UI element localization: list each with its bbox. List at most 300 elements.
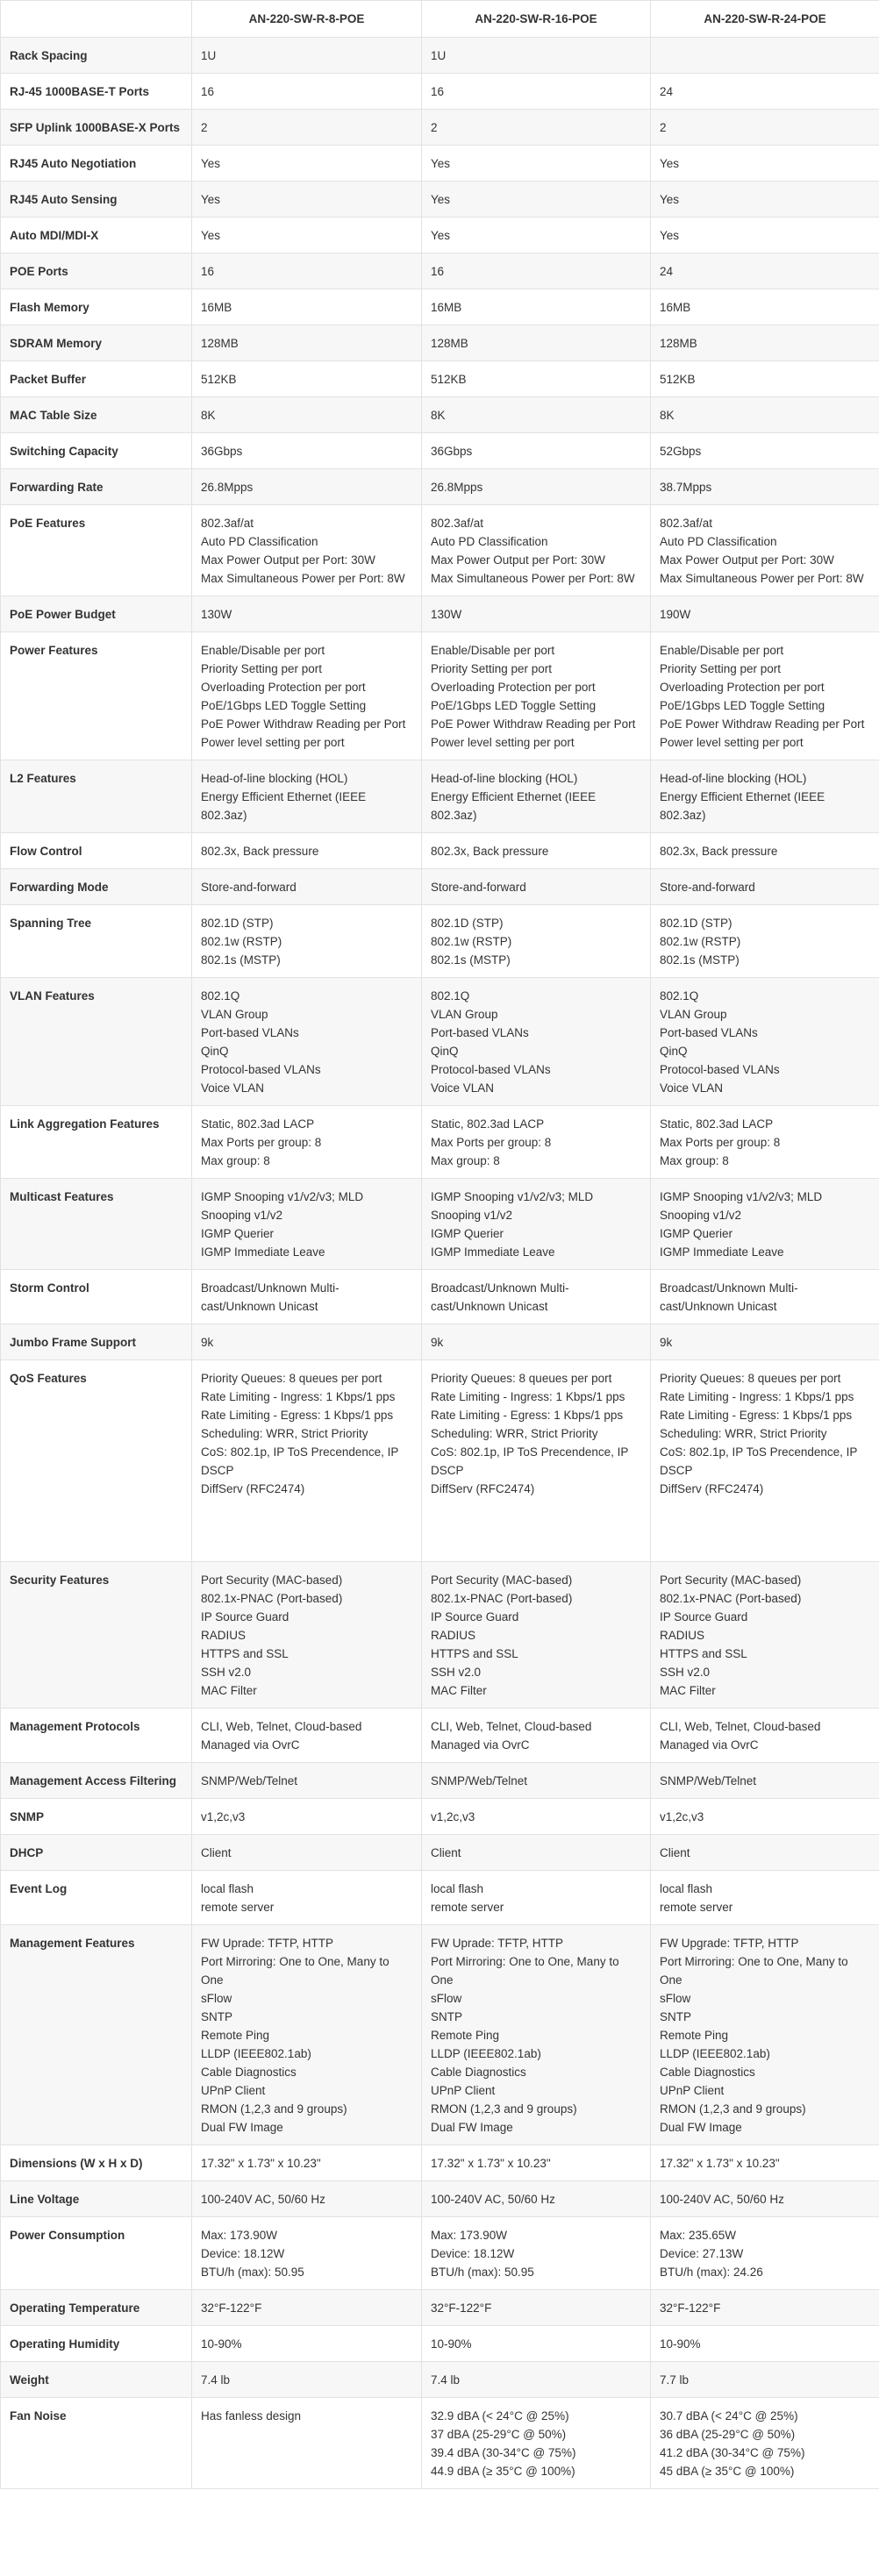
spec-value-line: IP Source Guard bbox=[660, 1610, 748, 1623]
spec-value-line: LLDP (IEEE802.1ab) bbox=[201, 2047, 311, 2060]
spec-value-line: UPnP Client bbox=[201, 2084, 266, 2097]
spec-cell bbox=[651, 74, 879, 110]
spec-value-line: 9k bbox=[660, 1336, 673, 1349]
spec-cell bbox=[192, 146, 422, 182]
spec-value-line: Enable/Disable per port bbox=[431, 644, 555, 657]
spec-value-line: 37 dBA (25-29°C @ 50%) bbox=[431, 2428, 567, 2441]
spec-value-line: IGMP Querier bbox=[201, 1227, 275, 1240]
row-label: Packet Buffer bbox=[1, 361, 192, 397]
spec-value-line: 130W bbox=[201, 608, 232, 621]
table-row bbox=[1, 182, 879, 218]
table-row bbox=[1, 74, 879, 110]
spec-value-line: Broadcast/Unknown Multi-cast/Unknown Unicast bbox=[201, 1281, 339, 1313]
spec-value-line: CoS: 802.1p, IP ToS Precendence, IP DSCP bbox=[660, 1445, 858, 1477]
spec-value-line: 100-240V AC, 50/60 Hz bbox=[431, 2193, 555, 2206]
spec-cell bbox=[192, 1763, 422, 1799]
spec-value-line: VLAN Group bbox=[431, 1008, 498, 1021]
spec-value-line: 16MB bbox=[431, 301, 462, 314]
spec-value-line: 802.1s (MSTP) bbox=[660, 953, 740, 967]
spec-value-line: 802.1Q bbox=[431, 989, 470, 1003]
spec-value-line: BTU/h (max): 50.95 bbox=[431, 2266, 534, 2279]
spec-value-line: Scheduling: WRR, Strict Priority bbox=[201, 1427, 368, 1440]
table-row bbox=[1, 1799, 879, 1835]
spec-cell bbox=[192, 325, 422, 361]
row-label: Spanning Tree bbox=[1, 905, 192, 978]
spec-value-line: Voice VLAN bbox=[201, 1081, 265, 1095]
spec-value-line: PoE Power Withdraw Reading per Port bbox=[660, 717, 865, 731]
spec-cell bbox=[192, 833, 422, 869]
spec-value-line: 7.4 lb bbox=[201, 2373, 231, 2387]
row-label: SDRAM Memory bbox=[1, 325, 192, 361]
spec-value-line: QinQ bbox=[660, 1045, 688, 1058]
row-label: Flow Control bbox=[1, 833, 192, 869]
spec-cell bbox=[192, 505, 422, 596]
spec-value-line: 16 bbox=[431, 265, 445, 278]
spec-value-line: 24 bbox=[660, 85, 674, 98]
spec-cell bbox=[422, 978, 651, 1106]
spec-cell bbox=[422, 1270, 651, 1324]
spec-value-line: Scheduling: WRR, Strict Priority bbox=[431, 1427, 598, 1440]
spec-value-line: Priority Queues: 8 queues per port bbox=[201, 1372, 382, 1385]
spec-value-line: 128MB bbox=[201, 337, 239, 350]
spec-cell bbox=[651, 760, 879, 833]
spec-value-line: Store-and-forward bbox=[201, 881, 297, 894]
spec-value-line: Max group: 8 bbox=[201, 1154, 270, 1167]
spec-cell bbox=[422, 2398, 651, 2489]
spec-cell bbox=[651, 1562, 879, 1709]
spec-value-line: Yes bbox=[431, 229, 451, 242]
spec-value-line: RADIUS bbox=[431, 1629, 476, 1642]
row-label: L2 Features bbox=[1, 760, 192, 833]
spec-value-line: 7.7 lb bbox=[660, 2373, 690, 2387]
spec-value-line: Max Ports per group: 8 bbox=[431, 1136, 552, 1149]
spec-cell bbox=[192, 978, 422, 1106]
spec-cell bbox=[422, 1179, 651, 1270]
spec-cell bbox=[651, 1360, 879, 1562]
spec-cell bbox=[651, 433, 879, 469]
table-row bbox=[1, 1925, 879, 2145]
spec-value-line: 100-240V AC, 50/60 Hz bbox=[660, 2193, 784, 2206]
spec-value-line: 802.1s (MSTP) bbox=[431, 953, 511, 967]
spec-value-line: Yes bbox=[660, 229, 680, 242]
spec-value-line: Port Security (MAC-based) bbox=[660, 1573, 802, 1587]
spec-cell bbox=[651, 218, 879, 253]
spec-cell bbox=[422, 1106, 651, 1179]
spec-value-line: Auto PD Classification bbox=[431, 535, 548, 548]
spec-cell bbox=[422, 325, 651, 361]
spec-value-line: 30.7 dBA (< 24°C @ 25%) bbox=[660, 2409, 798, 2423]
table-row bbox=[1, 361, 879, 397]
table-row bbox=[1, 596, 879, 632]
spec-value-line: 16MB bbox=[201, 301, 232, 314]
spec-cell bbox=[651, 1709, 879, 1763]
spec-value-line: 17.32" x 1.73" x 10.23" bbox=[431, 2157, 551, 2170]
spec-cell bbox=[192, 397, 422, 433]
spec-value-line: MAC Filter bbox=[660, 1684, 716, 1697]
spec-value-line: 802.3x, Back pressure bbox=[201, 845, 319, 858]
spec-cell bbox=[192, 2145, 422, 2181]
spec-value-line: 8K bbox=[660, 409, 675, 422]
spec-value-line: Dual FW Image bbox=[201, 2121, 283, 2134]
spec-value-line: Device: 18.12W bbox=[201, 2247, 285, 2260]
spec-cell bbox=[422, 74, 651, 110]
spec-value-line: SSH v2.0 bbox=[660, 1666, 711, 1679]
table-row bbox=[1, 1179, 879, 1270]
spec-cell bbox=[192, 289, 422, 325]
spec-cell bbox=[422, 218, 651, 253]
spec-cell bbox=[651, 1179, 879, 1270]
spec-value-line: SNTP bbox=[660, 2010, 692, 2023]
row-label: Switching Capacity bbox=[1, 433, 192, 469]
spec-value-line: Yes bbox=[201, 193, 221, 206]
row-label: Flash Memory bbox=[1, 289, 192, 325]
spec-value-line: Max Simultaneous Power per Port: 8W bbox=[431, 572, 635, 585]
table-row bbox=[1, 1270, 879, 1324]
spec-value-line: 17.32" x 1.73" x 10.23" bbox=[201, 2157, 321, 2170]
spec-value-line: Port Mirroring: One to One, Many to One bbox=[431, 1955, 619, 1987]
spec-value-line: 9k bbox=[431, 1336, 444, 1349]
spec-cell bbox=[192, 218, 422, 253]
spec-value-line: LLDP (IEEE802.1ab) bbox=[660, 2047, 770, 2060]
spec-value-line: Priority Queues: 8 queues per port bbox=[431, 1372, 612, 1385]
spec-cell bbox=[192, 1871, 422, 1925]
spec-value-line: RADIUS bbox=[201, 1629, 247, 1642]
spec-cell bbox=[422, 2181, 651, 2217]
spec-cell bbox=[651, 2145, 879, 2181]
spec-value-line: 7.4 lb bbox=[431, 2373, 461, 2387]
spec-cell bbox=[651, 1324, 879, 1360]
spec-value-line: Head-of-line blocking (HOL) bbox=[201, 772, 348, 785]
row-label: Auto MDI/MDI-X bbox=[1, 218, 192, 253]
spec-cell bbox=[422, 38, 651, 74]
spec-cell bbox=[651, 110, 879, 146]
spec-cell bbox=[422, 1562, 651, 1709]
spec-cell bbox=[651, 38, 879, 74]
spec-cell bbox=[422, 869, 651, 905]
spec-cell bbox=[192, 1925, 422, 2145]
spec-value-line: 32.9 dBA (< 24°C @ 25%) bbox=[431, 2409, 569, 2423]
spec-cell bbox=[192, 1360, 422, 1562]
spec-value-line: IGMP Immediate Leave bbox=[431, 1245, 555, 1259]
spec-value-line: SNMP/Web/Telnet bbox=[660, 1774, 757, 1788]
row-label: Dimensions (W x H x D) bbox=[1, 2145, 192, 2181]
spec-value-line: UPnP Client bbox=[431, 2084, 496, 2097]
spec-value-line: 802.1w (RSTP) bbox=[660, 935, 741, 948]
row-label: Management Features bbox=[1, 1925, 192, 2145]
row-label: QoS Features bbox=[1, 1360, 192, 1562]
spec-value-line: 802.1x-PNAC (Port-based) bbox=[431, 1592, 573, 1605]
spec-cell bbox=[422, 632, 651, 760]
spec-value-line: 802.3af/at bbox=[201, 517, 254, 530]
row-label: SFP Uplink 1000BASE-X Ports bbox=[1, 110, 192, 146]
spec-cell bbox=[192, 1562, 422, 1709]
spec-value-line: Remote Ping bbox=[201, 2029, 270, 2042]
spec-value-line: 44.9 dBA (≥ 35°C @ 100%) bbox=[431, 2465, 575, 2478]
spec-value-line: Max: 173.90W bbox=[201, 2229, 278, 2242]
spec-value-line: Max Power Output per Port: 30W bbox=[431, 553, 605, 567]
spec-value-line: Yes bbox=[660, 157, 680, 170]
row-label: Rack Spacing bbox=[1, 38, 192, 74]
spec-cell bbox=[651, 2290, 879, 2326]
row-label: Management Protocols bbox=[1, 1709, 192, 1763]
spec-value-line: Energy Efficient Ethernet (IEEE 802.3az) bbox=[660, 790, 825, 822]
spec-value-line: SNMP/Web/Telnet bbox=[431, 1774, 528, 1788]
spec-value-line: CLI, Web, Telnet, Cloud-based Managed via OvrC bbox=[660, 1720, 821, 1752]
spec-cell bbox=[192, 632, 422, 760]
spec-value-line: IGMP Snooping v1/v2/v3; MLD Snooping v1/v2 bbox=[201, 1190, 364, 1222]
spec-cell bbox=[192, 433, 422, 469]
spec-cell bbox=[422, 469, 651, 505]
spec-cell bbox=[422, 182, 651, 218]
spec-value-line: HTTPS and SSL bbox=[201, 1647, 289, 1660]
spec-value-line: Max: 173.90W bbox=[431, 2229, 508, 2242]
row-label: DHCP bbox=[1, 1835, 192, 1871]
spec-value-line: BTU/h (max): 24.26 bbox=[660, 2266, 763, 2279]
spec-value-line: Priority Setting per port bbox=[201, 662, 323, 675]
spec-cell bbox=[651, 833, 879, 869]
row-label: Operating Temperature bbox=[1, 2290, 192, 2326]
spec-cell bbox=[192, 1106, 422, 1179]
spec-value-line: Store-and-forward bbox=[431, 881, 526, 894]
spec-value-line: 10-90% bbox=[660, 2337, 701, 2351]
table-row bbox=[1, 2217, 879, 2290]
table-row bbox=[1, 1871, 879, 1925]
spec-value-line: 1U bbox=[431, 49, 447, 62]
spec-value-line: 10-90% bbox=[431, 2337, 472, 2351]
spec-value-line: HTTPS and SSL bbox=[431, 1647, 518, 1660]
spec-value-line: Port-based VLANs bbox=[660, 1026, 758, 1039]
spec-cell bbox=[192, 361, 422, 397]
table-row bbox=[1, 978, 879, 1106]
spec-value-line: 32°F-122°F bbox=[201, 2301, 262, 2315]
spec-value-line: Rate Limiting - Egress: 1 Kbps/1 pps bbox=[201, 1409, 394, 1422]
table-row bbox=[1, 505, 879, 596]
table-row bbox=[1, 2145, 879, 2181]
spec-value-line: Device: 18.12W bbox=[431, 2247, 515, 2260]
spec-cell bbox=[651, 361, 879, 397]
row-label: RJ-45 1000BASE-T Ports bbox=[1, 74, 192, 110]
spec-cell bbox=[422, 146, 651, 182]
header-cell-model-16-poe: AN-220-SW-R-16-POE bbox=[422, 1, 651, 38]
spec-value-line: Remote Ping bbox=[431, 2029, 500, 2042]
spec-value-line: 1U bbox=[201, 49, 217, 62]
spec-value-line: 16MB bbox=[660, 301, 691, 314]
spec-cell bbox=[192, 1709, 422, 1763]
spec-value-line: DiffServ (RFC2474) bbox=[660, 1482, 764, 1495]
spec-value-line: Voice VLAN bbox=[660, 1081, 724, 1095]
spec-value-line: IP Source Guard bbox=[201, 1610, 289, 1623]
spec-cell bbox=[422, 253, 651, 289]
spec-value-line: Max Simultaneous Power per Port: 8W bbox=[201, 572, 405, 585]
row-label: Fan Noise bbox=[1, 2398, 192, 2489]
spec-cell bbox=[651, 505, 879, 596]
spec-value-line: Cable Diagnostics bbox=[660, 2066, 755, 2079]
spec-value-line: Static, 802.3ad LACP bbox=[660, 1117, 774, 1131]
row-label: Power Consumption bbox=[1, 2217, 192, 2290]
spec-value-line: SNTP bbox=[431, 2010, 463, 2023]
spec-value-line: Priority Setting per port bbox=[431, 662, 553, 675]
spec-cell bbox=[651, 2326, 879, 2362]
spec-value-line: Max group: 8 bbox=[660, 1154, 729, 1167]
table-row bbox=[1, 905, 879, 978]
spec-value-line: 41.2 dBA (30-34°C @ 75%) bbox=[660, 2446, 805, 2459]
spec-value-line: Yes bbox=[431, 157, 451, 170]
spec-value-line: Cable Diagnostics bbox=[201, 2066, 297, 2079]
spec-cell bbox=[192, 1270, 422, 1324]
spec-value-line: QinQ bbox=[201, 1045, 229, 1058]
spec-value-line: 802.3af/at bbox=[660, 517, 713, 530]
table-row bbox=[1, 433, 879, 469]
spec-cell bbox=[651, 2217, 879, 2290]
spec-value-line: IGMP Immediate Leave bbox=[660, 1245, 784, 1259]
header-cell-label bbox=[1, 1, 192, 38]
spec-cell bbox=[422, 1763, 651, 1799]
row-label: Event Log bbox=[1, 1871, 192, 1925]
spec-cell bbox=[422, 2362, 651, 2398]
spec-value-line: LLDP (IEEE802.1ab) bbox=[431, 2047, 541, 2060]
table-row bbox=[1, 253, 879, 289]
spec-cell bbox=[422, 2326, 651, 2362]
row-label: RJ45 Auto Sensing bbox=[1, 182, 192, 218]
spec-value-line: 26.8Mpps bbox=[201, 481, 254, 494]
spec-value-line: 128MB bbox=[660, 337, 697, 350]
spec-value-line: FW Uprade: TFTP, HTTP bbox=[201, 1937, 334, 1950]
spec-value-line: Port-based VLANs bbox=[431, 1026, 529, 1039]
table-row bbox=[1, 2181, 879, 2217]
spec-value-line: CLI, Web, Telnet, Cloud-based Managed via OvrC bbox=[201, 1720, 362, 1752]
spec-value-line: 2 bbox=[660, 121, 667, 134]
spec-value-line: Port-based VLANs bbox=[201, 1026, 299, 1039]
spec-value-line: Static, 802.3ad LACP bbox=[201, 1117, 315, 1131]
spec-cell bbox=[422, 433, 651, 469]
spec-value-line: Overloading Protection per port bbox=[201, 681, 366, 694]
spec-value-line: MAC Filter bbox=[431, 1684, 487, 1697]
spec-cell bbox=[192, 2398, 422, 2489]
spec-value-line: 802.1x-PNAC (Port-based) bbox=[201, 1592, 343, 1605]
spec-value-line: MAC Filter bbox=[201, 1684, 257, 1697]
spec-cell bbox=[422, 1799, 651, 1835]
spec-cell bbox=[651, 397, 879, 433]
spec-cell bbox=[422, 505, 651, 596]
spec-value-line: CoS: 802.1p, IP ToS Precendence, IP DSCP bbox=[201, 1445, 399, 1477]
spec-value-line: Port Mirroring: One to One, Many to One bbox=[660, 1955, 848, 1987]
spec-value-line: Power level setting per port bbox=[660, 736, 804, 749]
spec-value-line: 36 dBA (25-29°C @ 50%) bbox=[660, 2428, 796, 2441]
spec-value-line: HTTPS and SSL bbox=[660, 1647, 747, 1660]
spec-value-line: PoE Power Withdraw Reading per Port bbox=[201, 717, 406, 731]
spec-value-line: remote server bbox=[431, 1901, 504, 1914]
spec-cell bbox=[651, 253, 879, 289]
spec-value-line: 16 bbox=[201, 265, 215, 278]
spec-value-line: 52Gbps bbox=[660, 445, 702, 458]
spec-value-line: 8K bbox=[431, 409, 446, 422]
row-label: Forwarding Mode bbox=[1, 869, 192, 905]
spec-table-body bbox=[1, 38, 879, 2489]
row-label: Management Access Filtering bbox=[1, 1763, 192, 1799]
spec-value-line: Port Security (MAC-based) bbox=[201, 1573, 343, 1587]
spec-table-header bbox=[1, 1, 879, 38]
spec-cell bbox=[651, 325, 879, 361]
table-row bbox=[1, 833, 879, 869]
table-row bbox=[1, 2362, 879, 2398]
row-label: Link Aggregation Features bbox=[1, 1106, 192, 1179]
spec-cell bbox=[192, 182, 422, 218]
spec-value-line: Yes bbox=[660, 193, 680, 206]
table-row bbox=[1, 289, 879, 325]
spec-cell bbox=[651, 1871, 879, 1925]
table-row bbox=[1, 760, 879, 833]
spec-cell bbox=[192, 905, 422, 978]
spec-cell bbox=[192, 1179, 422, 1270]
spec-cell bbox=[651, 869, 879, 905]
spec-value-line: 2 bbox=[431, 121, 438, 134]
spec-cell bbox=[651, 1763, 879, 1799]
spec-value-line: local flash bbox=[431, 1882, 484, 1895]
spec-value-line: Static, 802.3ad LACP bbox=[431, 1117, 545, 1131]
spec-cell bbox=[422, 905, 651, 978]
spec-value-line: 9k bbox=[201, 1336, 214, 1349]
spec-value-line: SNMP/Web/Telnet bbox=[201, 1774, 298, 1788]
spec-value-line: 36Gbps bbox=[431, 445, 473, 458]
spec-value-line: FW Upgrade: TFTP, HTTP bbox=[660, 1937, 799, 1950]
spec-value-line bbox=[660, 46, 870, 65]
row-label: Operating Humidity bbox=[1, 2326, 192, 2362]
spec-cell bbox=[651, 1106, 879, 1179]
spec-value-line: Client bbox=[201, 1846, 232, 1859]
spec-cell bbox=[651, 289, 879, 325]
spec-value-line: 36Gbps bbox=[201, 445, 243, 458]
spec-value-line: Rate Limiting - Egress: 1 Kbps/1 pps bbox=[660, 1409, 853, 1422]
table-row bbox=[1, 1763, 879, 1799]
spec-value-line: 802.1w (RSTP) bbox=[201, 935, 282, 948]
spec-cell bbox=[192, 760, 422, 833]
spec-value-line: RMON (1,2,3 and 9 groups) bbox=[660, 2102, 806, 2116]
spec-cell bbox=[192, 2362, 422, 2398]
row-label: SNMP bbox=[1, 1799, 192, 1835]
row-label: Jumbo Frame Support bbox=[1, 1324, 192, 1360]
spec-value-line: Protocol-based VLANs bbox=[431, 1063, 551, 1076]
spec-value-line: 32°F-122°F bbox=[431, 2301, 492, 2315]
spec-cell bbox=[192, 2217, 422, 2290]
table-row bbox=[1, 2326, 879, 2362]
spec-cell bbox=[192, 1835, 422, 1871]
spec-value-line: SSH v2.0 bbox=[201, 1666, 252, 1679]
spec-value-line: VLAN Group bbox=[201, 1008, 268, 1021]
spec-value-line: Auto PD Classification bbox=[660, 535, 777, 548]
spec-value-line: Remote Ping bbox=[660, 2029, 729, 2042]
spec-value-line: Port Security (MAC-based) bbox=[431, 1573, 573, 1587]
row-label: Multicast Features bbox=[1, 1179, 192, 1270]
spec-value-line: 802.1Q bbox=[660, 989, 699, 1003]
spec-cell bbox=[422, 596, 651, 632]
spec-value-line: Scheduling: WRR, Strict Priority bbox=[660, 1427, 827, 1440]
spec-cell bbox=[422, 2145, 651, 2181]
spec-value-line: BTU/h (max): 50.95 bbox=[201, 2266, 304, 2279]
spec-value-line: Auto PD Classification bbox=[201, 535, 318, 548]
table-row bbox=[1, 2398, 879, 2489]
spec-value-line: UPnP Client bbox=[660, 2084, 725, 2097]
spec-value-line: Power level setting per port bbox=[201, 736, 345, 749]
spec-value-line: 8K bbox=[201, 409, 216, 422]
spec-value-line: 802.1D (STP) bbox=[660, 917, 732, 930]
spec-value-line: 802.1s (MSTP) bbox=[201, 953, 281, 967]
spec-value-line: PoE/1Gbps LED Toggle Setting bbox=[660, 699, 825, 712]
spec-cell bbox=[651, 905, 879, 978]
spec-value-line: Port Mirroring: One to One, Many to One bbox=[201, 1955, 389, 1987]
row-label: Weight bbox=[1, 2362, 192, 2398]
spec-cell bbox=[651, 469, 879, 505]
table-row bbox=[1, 325, 879, 361]
